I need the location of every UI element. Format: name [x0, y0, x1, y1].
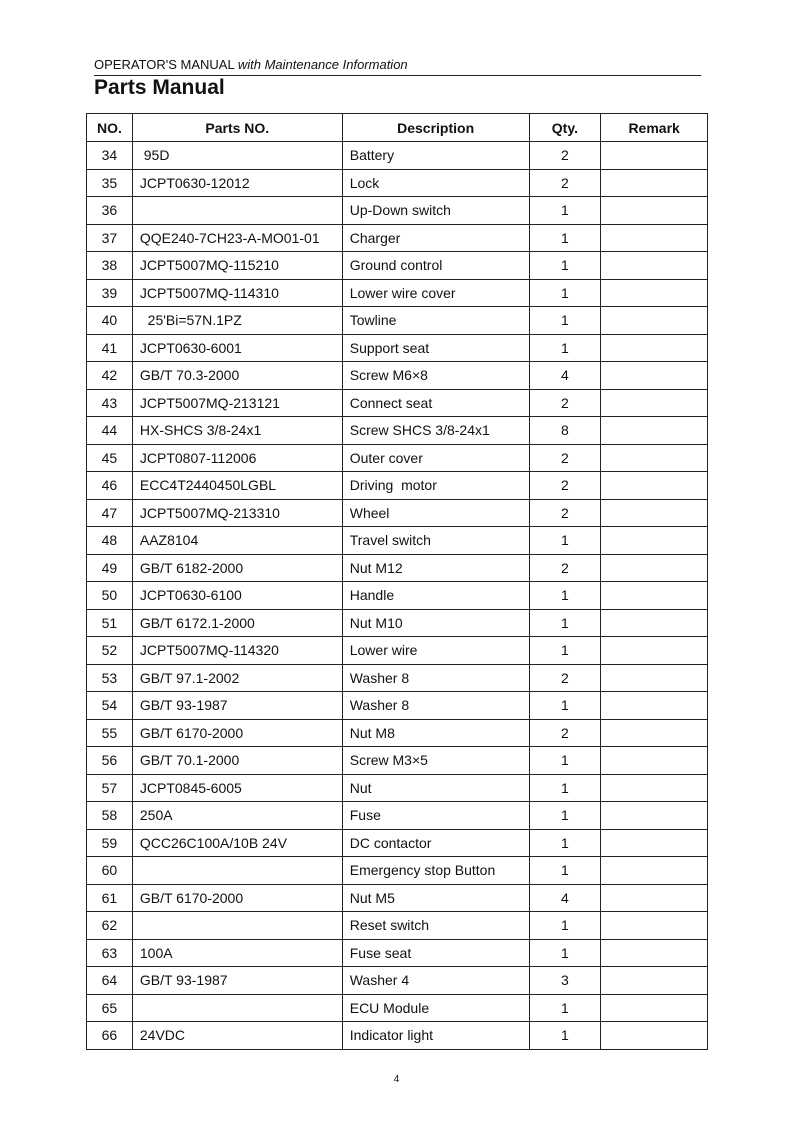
cell-parts-no: QQE240-7CH23-A-MO01-01	[132, 224, 342, 252]
cell-qty: 1	[529, 939, 601, 967]
table-row	[87, 857, 708, 885]
cell-parts-no: GB/T 6170-2000	[132, 719, 342, 747]
table-row	[87, 637, 708, 665]
cell-description: Up-Down switch	[342, 197, 529, 225]
cell-remark	[601, 747, 708, 775]
table-row	[87, 884, 708, 912]
cell-no: 60	[87, 857, 133, 885]
cell-no: 41	[87, 334, 133, 362]
cell-qty: 1	[529, 582, 601, 610]
cell-qty: 2	[529, 169, 601, 197]
cell-parts-no: HX-SHCS 3/8-24x1	[132, 417, 342, 445]
cell-no: 40	[87, 307, 133, 335]
cell-qty: 1	[529, 1022, 601, 1050]
cell-qty: 1	[529, 609, 601, 637]
table-row	[87, 197, 708, 225]
cell-qty: 3	[529, 967, 601, 995]
table-row	[87, 1022, 708, 1050]
cell-description: Lower wire cover	[342, 279, 529, 307]
cell-remark	[601, 802, 708, 830]
cell-no: 52	[87, 637, 133, 665]
cell-parts-no: JCPT0630-6100	[132, 582, 342, 610]
cell-no: 43	[87, 389, 133, 417]
cell-qty: 1	[529, 912, 601, 940]
cell-remark	[601, 994, 708, 1022]
cell-qty: 8	[529, 417, 601, 445]
cell-remark	[601, 444, 708, 472]
cell-description: Screw M6×8	[342, 362, 529, 390]
cell-description: Washer 8	[342, 664, 529, 692]
cell-remark	[601, 472, 708, 500]
table-row	[87, 307, 708, 335]
cell-no: 54	[87, 692, 133, 720]
table-row	[87, 829, 708, 857]
table-row	[87, 334, 708, 362]
page-title: Parts Manual	[94, 76, 225, 99]
cell-remark	[601, 1022, 708, 1050]
cell-description: DC contactor	[342, 829, 529, 857]
cell-description: Charger	[342, 224, 529, 252]
cell-no: 62	[87, 912, 133, 940]
table-row	[87, 939, 708, 967]
cell-remark	[601, 637, 708, 665]
cell-no: 38	[87, 252, 133, 280]
cell-remark	[601, 719, 708, 747]
table-row	[87, 554, 708, 582]
cell-remark	[601, 692, 708, 720]
cell-parts-no: GB/T 70.3-2000	[132, 362, 342, 390]
page-number: 4	[393, 1074, 400, 1085]
cell-remark	[601, 362, 708, 390]
cell-remark	[601, 554, 708, 582]
cell-parts-no	[132, 857, 342, 885]
manual-subtitle: with Maintenance Information	[237, 57, 408, 72]
cell-description: Washer 8	[342, 692, 529, 720]
cell-parts-no: GB/T 6182-2000	[132, 554, 342, 582]
cell-remark	[601, 142, 708, 170]
cell-parts-no: QCC26C100A/10B 24V	[132, 829, 342, 857]
cell-qty: 2	[529, 142, 601, 170]
cell-parts-no: JCPT5007MQ-213310	[132, 499, 342, 527]
manual-title: OPERATOR'S MANUAL	[94, 57, 235, 72]
cell-qty: 1	[529, 527, 601, 555]
table-row	[87, 747, 708, 775]
cell-no: 64	[87, 967, 133, 995]
table-row	[87, 719, 708, 747]
cell-parts-no	[132, 197, 342, 225]
cell-parts-no: 95D	[132, 142, 342, 170]
table-row	[87, 802, 708, 830]
cell-no: 42	[87, 362, 133, 390]
cell-parts-no: JCPT0807-112006	[132, 444, 342, 472]
cell-description: Towline	[342, 307, 529, 335]
cell-description: Lower wire	[342, 637, 529, 665]
cell-parts-no: GB/T 97.1-2002	[132, 664, 342, 692]
cell-description: Outer cover	[342, 444, 529, 472]
cell-remark	[601, 169, 708, 197]
cell-description: Nut	[342, 774, 529, 802]
table-row	[87, 499, 708, 527]
cell-description: Wheel	[342, 499, 529, 527]
cell-no: 47	[87, 499, 133, 527]
cell-qty: 1	[529, 692, 601, 720]
cell-remark	[601, 527, 708, 555]
cell-parts-no: 24VDC	[132, 1022, 342, 1050]
cell-description: ECU Module	[342, 994, 529, 1022]
cell-description: Nut M12	[342, 554, 529, 582]
table-row	[87, 169, 708, 197]
cell-remark	[601, 389, 708, 417]
cell-qty: 1	[529, 802, 601, 830]
cell-parts-no: GB/T 70.1-2000	[132, 747, 342, 775]
cell-qty: 1	[529, 857, 601, 885]
cell-qty: 1	[529, 747, 601, 775]
cell-parts-no: JCPT5007MQ-114310	[132, 279, 342, 307]
cell-parts-no: 250A	[132, 802, 342, 830]
cell-parts-no: JCPT0630-6001	[132, 334, 342, 362]
cell-description: Lock	[342, 169, 529, 197]
table-row	[87, 444, 708, 472]
cell-description: Connect seat	[342, 389, 529, 417]
cell-description: Indicator light	[342, 1022, 529, 1050]
cell-remark	[601, 829, 708, 857]
cell-remark	[601, 857, 708, 885]
cell-no: 61	[87, 884, 133, 912]
cell-qty: 1	[529, 307, 601, 335]
parts-table-body	[87, 142, 708, 1050]
cell-description: Washer 4	[342, 967, 529, 995]
cell-remark	[601, 967, 708, 995]
cell-parts-no: GB/T 93-1987	[132, 967, 342, 995]
cell-no: 37	[87, 224, 133, 252]
parts-table	[86, 113, 708, 1050]
column-header-parts-no: Parts NO.	[132, 114, 342, 142]
cell-parts-no: AAZ8104	[132, 527, 342, 555]
cell-description: Screw M3×5	[342, 747, 529, 775]
cell-no: 56	[87, 747, 133, 775]
table-row	[87, 142, 708, 170]
cell-no: 55	[87, 719, 133, 747]
cell-no: 59	[87, 829, 133, 857]
cell-no: 51	[87, 609, 133, 637]
cell-no: 57	[87, 774, 133, 802]
cell-qty: 1	[529, 774, 601, 802]
table-row	[87, 224, 708, 252]
running-header	[94, 57, 701, 76]
cell-no: 35	[87, 169, 133, 197]
table-row	[87, 252, 708, 280]
cell-remark	[601, 884, 708, 912]
table-row	[87, 362, 708, 390]
cell-no: 63	[87, 939, 133, 967]
cell-no: 45	[87, 444, 133, 472]
cell-remark	[601, 279, 708, 307]
table-row	[87, 912, 708, 940]
cell-no: 66	[87, 1022, 133, 1050]
cell-parts-no: JCPT0630-12012	[132, 169, 342, 197]
cell-description: Reset switch	[342, 912, 529, 940]
cell-no: 50	[87, 582, 133, 610]
cell-qty: 2	[529, 444, 601, 472]
cell-qty: 2	[529, 499, 601, 527]
cell-description: Support seat	[342, 334, 529, 362]
cell-description: Fuse seat	[342, 939, 529, 967]
column-header-remark: Remark	[601, 114, 708, 142]
table-row	[87, 664, 708, 692]
cell-parts-no	[132, 994, 342, 1022]
cell-qty: 1	[529, 279, 601, 307]
cell-qty: 2	[529, 554, 601, 582]
cell-remark	[601, 664, 708, 692]
column-header-no: NO.	[87, 114, 133, 142]
cell-qty: 1	[529, 252, 601, 280]
table-row	[87, 389, 708, 417]
cell-remark	[601, 609, 708, 637]
cell-qty: 1	[529, 637, 601, 665]
table-row	[87, 692, 708, 720]
cell-qty: 4	[529, 884, 601, 912]
cell-no: 34	[87, 142, 133, 170]
cell-parts-no: JCPT5007MQ-115210	[132, 252, 342, 280]
cell-qty: 1	[529, 994, 601, 1022]
column-header-qty: Qty.	[529, 114, 601, 142]
cell-parts-no: GB/T 6172.1-2000	[132, 609, 342, 637]
cell-parts-no: 25'Bi=57N.1PZ	[132, 307, 342, 335]
cell-description: Nut M5	[342, 884, 529, 912]
cell-no: 44	[87, 417, 133, 445]
cell-description: Ground control	[342, 252, 529, 280]
cell-description: Driving motor	[342, 472, 529, 500]
cell-qty: 2	[529, 719, 601, 747]
table-row	[87, 279, 708, 307]
cell-parts-no: GB/T 6170-2000	[132, 884, 342, 912]
cell-qty: 1	[529, 224, 601, 252]
cell-remark	[601, 582, 708, 610]
cell-no: 65	[87, 994, 133, 1022]
cell-no: 39	[87, 279, 133, 307]
cell-parts-no: ECC4T2440450LGBL	[132, 472, 342, 500]
cell-no: 48	[87, 527, 133, 555]
cell-remark	[601, 417, 708, 445]
cell-description: Nut M8	[342, 719, 529, 747]
cell-qty: 2	[529, 664, 601, 692]
table-row	[87, 417, 708, 445]
cell-qty: 4	[529, 362, 601, 390]
table-row	[87, 582, 708, 610]
cell-no: 49	[87, 554, 133, 582]
table-header-row	[87, 114, 708, 142]
cell-qty: 1	[529, 829, 601, 857]
cell-description: Emergency stop Button	[342, 857, 529, 885]
cell-remark	[601, 499, 708, 527]
cell-no: 36	[87, 197, 133, 225]
cell-remark	[601, 252, 708, 280]
cell-parts-no: JCPT5007MQ-114320	[132, 637, 342, 665]
cell-no: 46	[87, 472, 133, 500]
table-row	[87, 994, 708, 1022]
cell-remark	[601, 224, 708, 252]
cell-remark	[601, 912, 708, 940]
cell-qty: 1	[529, 334, 601, 362]
cell-remark	[601, 939, 708, 967]
table-row	[87, 967, 708, 995]
column-header-description: Description	[342, 114, 529, 142]
table-row	[87, 774, 708, 802]
cell-description: Screw SHCS 3/8-24x1	[342, 417, 529, 445]
cell-parts-no: JCPT0845-6005	[132, 774, 342, 802]
cell-parts-no	[132, 912, 342, 940]
cell-remark	[601, 774, 708, 802]
table-row	[87, 609, 708, 637]
cell-parts-no: GB/T 93-1987	[132, 692, 342, 720]
cell-parts-no: JCPT5007MQ-213121	[132, 389, 342, 417]
cell-remark	[601, 307, 708, 335]
cell-qty: 1	[529, 197, 601, 225]
table-row	[87, 527, 708, 555]
cell-no: 58	[87, 802, 133, 830]
cell-parts-no: 100A	[132, 939, 342, 967]
table-row	[87, 472, 708, 500]
cell-remark	[601, 334, 708, 362]
cell-description: Nut M10	[342, 609, 529, 637]
cell-no: 53	[87, 664, 133, 692]
cell-description: Travel switch	[342, 527, 529, 555]
cell-description: Handle	[342, 582, 529, 610]
cell-remark	[601, 197, 708, 225]
cell-description: Fuse	[342, 802, 529, 830]
cell-qty: 2	[529, 389, 601, 417]
cell-qty: 2	[529, 472, 601, 500]
cell-description: Battery	[342, 142, 529, 170]
